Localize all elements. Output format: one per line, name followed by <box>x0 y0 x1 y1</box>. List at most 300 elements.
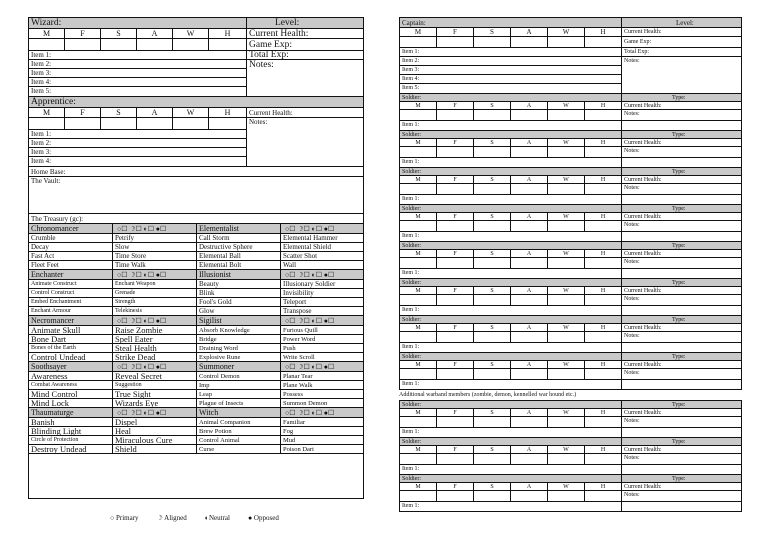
stat-label: A <box>511 139 548 146</box>
stat-label: H <box>600 410 606 416</box>
school-alignment-checkboxes[interactable]: ○☐ ☽☐ ◐☐ ●☐ <box>113 270 197 279</box>
stat-label: W <box>548 139 585 146</box>
stat-label: M <box>400 139 437 146</box>
stat-label: S <box>474 139 511 146</box>
spell-schools <box>29 224 363 454</box>
soldier-block <box>400 242 741 279</box>
soldier-title: Soldier: <box>400 168 622 175</box>
school-header-row <box>29 362 363 372</box>
stat-move: M <box>29 108 65 117</box>
spell-name[interactable]: Teleport <box>283 298 307 306</box>
stat-label: F <box>437 139 474 146</box>
spell-name[interactable]: Familiar <box>283 419 306 426</box>
stat-label: A <box>511 213 548 220</box>
spell-name[interactable]: Time Store <box>113 252 197 260</box>
school-name: Enchanter <box>29 270 113 279</box>
soldier-notes[interactable]: Notes: <box>624 148 640 154</box>
spell-name[interactable]: Bridge <box>197 335 281 343</box>
spell-name[interactable]: Slow <box>113 243 197 251</box>
spell-name[interactable]: Enchant Weapon <box>113 280 197 288</box>
stat-label: H <box>600 251 606 257</box>
spell-name[interactable]: Control Animal <box>197 436 281 444</box>
captain-item-4[interactable]: Item 4: <box>400 75 621 84</box>
spell-name[interactable]: Bones of the Earth <box>29 344 113 352</box>
spell-name[interactable]: Enchant Armour <box>29 307 113 315</box>
stat-label: H <box>600 288 606 294</box>
stat-label: S <box>474 361 511 368</box>
spell-name[interactable]: Animate Construct <box>29 280 113 288</box>
soldier-current-health[interactable]: Current Health: <box>624 325 662 331</box>
spell-name[interactable]: Fleet Feet <box>29 261 113 269</box>
wizard-stats-block <box>29 29 363 97</box>
wizard-level-label: Level: <box>275 18 300 28</box>
stat-label: H <box>600 177 606 183</box>
soldier-notes[interactable]: Notes: <box>624 259 640 265</box>
apprentice-stat-values[interactable] <box>29 118 246 130</box>
wizard-total-exp[interactable]: Total Exp: <box>249 51 289 59</box>
soldier-notes[interactable]: Notes: <box>624 492 640 498</box>
spell-name[interactable]: Control Undead <box>29 353 113 361</box>
captain-item-3[interactable]: Item 3: <box>400 66 621 75</box>
stat-label: A <box>511 446 548 453</box>
soldier-type-label: Type: <box>672 132 686 138</box>
soldier-title: Soldier: <box>400 316 622 323</box>
soldier-item[interactable]: Item 1: <box>400 343 622 352</box>
stat-will: W <box>173 29 209 38</box>
spell-name[interactable]: Furious Quill <box>283 327 318 334</box>
spell-name[interactable]: Absorb Knowledge <box>197 326 281 334</box>
spell-row <box>29 280 363 289</box>
apprentice-item-4[interactable]: Item 4: <box>31 157 52 165</box>
soldier-title: Soldier: <box>400 353 622 360</box>
soldier-type-label: Type: <box>672 402 686 408</box>
stat-armour: A <box>137 108 173 117</box>
wizard-stat-values[interactable] <box>29 39 246 51</box>
captain-title: Captain: <box>400 18 622 27</box>
spell-name[interactable]: Elemental Hammer <box>283 234 338 242</box>
soldier-stat-values[interactable] <box>400 147 621 157</box>
school-name: Necromancer <box>29 316 113 325</box>
wizard-game-exp[interactable]: Game Exp: <box>249 40 293 50</box>
soldier-list <box>400 94 741 389</box>
stat-label: M <box>400 361 437 368</box>
stat-label: H <box>600 484 606 490</box>
soldier-item[interactable]: Item 1: <box>400 121 622 130</box>
soldier-current-health[interactable]: Current Health: <box>624 140 662 146</box>
soldier-title: Soldier: <box>400 475 622 482</box>
school-name: Elementalist <box>197 224 281 233</box>
soldier-item[interactable]: Item 1: <box>400 502 622 511</box>
school-alignment-checkboxes[interactable]: ○☐ ☽☐ ◐☐ ●☐ <box>285 225 335 233</box>
soldier-stat-values[interactable] <box>400 295 621 305</box>
treasury-field[interactable]: The Treasury (gc): <box>29 214 363 224</box>
stat-label: M <box>400 250 437 257</box>
apprentice-header <box>29 97 363 108</box>
school-alignment-checkboxes[interactable]: ○☐ ☽☐ ◐☐ ●☐ <box>113 408 197 417</box>
spell-name[interactable]: Planar Tear <box>283 373 313 380</box>
stat-move: M <box>400 28 437 36</box>
soldier-type-label: Type: <box>672 476 686 482</box>
soldier-stat-values[interactable] <box>400 221 621 231</box>
spell-name[interactable]: Poison Dart <box>283 446 314 453</box>
spell-name[interactable]: Imp <box>197 381 281 389</box>
captain-header <box>400 18 741 28</box>
apprentice-title: Apprentice: <box>31 97 76 107</box>
spell-name[interactable]: Mind Lock <box>29 399 113 407</box>
soldier-header <box>400 438 741 446</box>
captain-total-exp[interactable]: Total Exp: <box>624 49 650 55</box>
spell-name[interactable]: Elemental Bolt <box>197 261 281 269</box>
captain-item-1[interactable]: Item 1: <box>400 48 621 57</box>
spell-name[interactable]: Draining Word <box>197 344 281 352</box>
stat-label: M <box>400 446 437 453</box>
stat-label: W <box>548 324 585 331</box>
spell-name[interactable]: Spell Eater <box>113 335 197 343</box>
spell-name[interactable]: Embed Enchantment <box>29 298 113 306</box>
spell-row <box>29 344 363 353</box>
soldier-current-health[interactable]: Current Health: <box>624 410 662 416</box>
soldier-notes[interactable]: Notes: <box>624 185 640 191</box>
stat-label: F <box>437 250 474 257</box>
spell-name[interactable]: Elemental Shield <box>283 243 332 251</box>
soldier-type-label: Type: <box>672 280 686 286</box>
soldier-stat-values[interactable] <box>400 258 621 268</box>
spell-name[interactable]: Mud <box>283 437 296 444</box>
stat-label: S <box>474 213 511 220</box>
stat-fight: F <box>65 29 101 38</box>
soldier-current-health[interactable]: Current Health: <box>624 362 662 368</box>
soldier-title: Soldier: <box>400 438 622 445</box>
stat-shoot: S <box>474 28 511 36</box>
stat-label: F <box>437 324 474 331</box>
soldier-item[interactable]: Item 1: <box>400 306 622 315</box>
soldier-header <box>400 168 741 176</box>
alignment-legend <box>110 514 310 522</box>
spell-name[interactable]: Shield <box>113 445 197 453</box>
stat-label: F <box>437 446 474 453</box>
soldier-notes[interactable]: Notes: <box>624 333 640 339</box>
school-alignment-checkboxes[interactable]: ○☐ ☽☐ ◐☐ ●☐ <box>285 409 335 417</box>
stat-label: A <box>511 250 548 257</box>
captain-stat-values[interactable] <box>400 37 621 48</box>
home-base-field[interactable]: Home Base: <box>29 167 363 177</box>
spell-name[interactable]: Call Storm <box>197 234 281 242</box>
spell-name[interactable]: Fool's Gold <box>197 298 281 306</box>
soldier-item[interactable]: Item 1: <box>400 232 622 241</box>
spell-name[interactable]: Write Scroll <box>283 354 315 361</box>
soldier-current-health[interactable]: Current Health: <box>624 484 662 490</box>
wizard-notes[interactable]: Notes: <box>249 60 274 70</box>
spell-name[interactable]: Plague of Insects <box>197 399 281 407</box>
soldier-title: Soldier: <box>400 401 622 408</box>
stat-label: A <box>511 287 548 294</box>
spell-row <box>29 390 363 399</box>
soldier-current-health[interactable]: Current Health: <box>624 103 662 109</box>
soldier-stat-values[interactable] <box>400 332 621 342</box>
spell-name[interactable]: Blinding Light <box>29 427 113 435</box>
wizard-header <box>29 18 363 29</box>
vault-field[interactable]: The Vault: <box>29 177 363 214</box>
soldier-notes[interactable]: Notes: <box>624 370 640 376</box>
stat-armour: A <box>137 29 173 38</box>
soldier-stat-values[interactable] <box>400 454 621 464</box>
school-alignment-checkboxes[interactable]: ○☐ ☽☐ ◐☐ ●☐ <box>285 363 335 371</box>
spell-name[interactable]: Blink <box>197 289 281 297</box>
stat-label: S <box>474 287 511 294</box>
stat-label: W <box>548 250 585 257</box>
stat-will: W <box>173 108 209 117</box>
soldier-header <box>400 475 741 483</box>
soldier-current-health[interactable]: Current Health: <box>624 251 662 257</box>
captain-item-5[interactable]: Item 5: <box>402 85 420 91</box>
spell-name[interactable]: Beauty <box>197 280 281 288</box>
stat-label: W <box>548 446 585 453</box>
stat-label: F <box>437 409 474 416</box>
spell-name[interactable]: Strength <box>113 298 197 306</box>
school-name: Chronomancer <box>29 224 113 233</box>
stat-label: W <box>548 213 585 220</box>
soldier-current-health[interactable]: Current Health: <box>624 177 662 183</box>
spell-name[interactable]: Summon Demon <box>283 400 328 407</box>
spell-name[interactable]: Heal <box>113 427 197 435</box>
spell-name[interactable]: Time Walk <box>113 261 197 269</box>
spell-row <box>29 326 363 335</box>
soldier-stat-values[interactable] <box>400 369 621 379</box>
spell-name[interactable]: Wall <box>283 261 297 269</box>
spell-name[interactable]: Illusionary Soldier <box>283 280 336 288</box>
stat-label: S <box>474 176 511 183</box>
wizard-item-2[interactable]: Item 2: <box>29 60 246 69</box>
soldier-block <box>400 131 741 168</box>
spell-name[interactable]: Crumble <box>29 234 113 242</box>
stat-health: H <box>224 29 231 38</box>
spell-row <box>29 289 363 298</box>
stat-label: A <box>511 409 548 416</box>
captain-game-exp[interactable]: Game Exp: <box>624 39 652 45</box>
wizard-item-5[interactable]: Item 5: <box>31 87 52 95</box>
soldier-stat-values[interactable] <box>400 491 621 501</box>
soldier-block <box>400 475 741 511</box>
soldier-current-health[interactable]: Current Health: <box>624 447 662 453</box>
soldier-type-label: Type: <box>672 243 686 249</box>
spell-name[interactable]: Possess <box>283 391 303 398</box>
spell-row <box>29 445 363 454</box>
spell-name[interactable]: Control Demon <box>197 372 281 380</box>
soldier-header <box>400 316 741 324</box>
school-header-row <box>29 408 363 418</box>
school-alignment-checkboxes[interactable]: ○☐ ☽☐ ◐☐ ●☐ <box>113 224 197 233</box>
spell-row <box>29 243 363 252</box>
stat-label: H <box>600 140 606 146</box>
stat-label: W <box>548 409 585 416</box>
school-header-row <box>29 316 363 326</box>
soldier-item[interactable]: Item 1: <box>400 428 622 437</box>
soldier-stat-values[interactable] <box>400 184 621 194</box>
wizard-current-health[interactable]: Current Health: <box>249 29 309 38</box>
spell-name[interactable]: Control Construct <box>29 289 113 297</box>
captain-sheet <box>399 17 742 509</box>
stat-will: W <box>548 28 585 36</box>
legend-aligned: ☽ Aligned <box>156 514 187 522</box>
soldier-item[interactable]: Item 1: <box>400 465 622 474</box>
stat-label: S <box>474 446 511 453</box>
soldier-type-label: Type: <box>672 354 686 360</box>
spell-name[interactable]: Dispel <box>113 418 197 426</box>
stat-label: M <box>400 102 437 109</box>
wizard-item-4[interactable]: Item 4: <box>29 78 246 87</box>
spell-name[interactable]: Wizards Eye <box>113 399 197 407</box>
stat-label: F <box>437 287 474 294</box>
stat-label: H <box>600 447 606 453</box>
stat-label: S <box>474 409 511 416</box>
stat-label: A <box>511 483 548 490</box>
additional-members-note: Additional warband members (zombie, demon, kennelled war hound etc.) <box>399 392 577 398</box>
spell-row <box>29 372 363 381</box>
stat-fight: F <box>437 28 474 36</box>
spell-name[interactable]: Fast Act <box>29 252 113 260</box>
spell-name[interactable]: Mind Control <box>29 390 113 398</box>
spell-name[interactable]: Miraculous Cure <box>113 436 197 444</box>
spell-name[interactable]: Combat Awareness <box>29 381 113 389</box>
spell-name[interactable]: Glow <box>197 307 281 315</box>
spell-name[interactable]: Scatter Shot <box>283 252 318 260</box>
spell-name[interactable]: Explosive Rune <box>197 353 281 361</box>
soldier-header <box>400 94 741 102</box>
wizard-stat-headers <box>29 29 246 39</box>
soldier-notes[interactable]: Notes: <box>624 296 640 302</box>
spell-name[interactable]: Suggestion <box>113 381 197 389</box>
stat-label: A <box>511 176 548 183</box>
soldier-item[interactable]: Item 1: <box>400 158 622 167</box>
wizard-item-1[interactable]: Item 1: <box>29 51 246 60</box>
spell-name[interactable]: Raise Zombie <box>113 326 197 334</box>
apprentice-item-3[interactable]: Item 3: <box>29 148 246 157</box>
soldier-item[interactable]: Item 1: <box>400 269 622 278</box>
spell-name[interactable]: Destroy Undead <box>29 445 113 453</box>
captain-notes[interactable]: Notes: <box>624 58 640 64</box>
spell-name[interactable]: Strike Dead <box>113 353 197 361</box>
captain-item-2[interactable]: Item 2: <box>400 57 621 66</box>
spell-name[interactable]: Power Word <box>283 336 316 343</box>
spell-name[interactable]: Decay <box>29 243 113 251</box>
spell-name[interactable]: Steal Health <box>113 344 197 352</box>
spell-name[interactable]: Leap <box>197 390 281 398</box>
soldier-title: Soldier: <box>400 131 622 138</box>
stat-label: H <box>600 214 606 220</box>
spell-name[interactable]: Fog <box>283 428 294 435</box>
captain-current-health[interactable]: Current Health: <box>624 29 662 35</box>
spell-name[interactable]: Petrify <box>113 234 197 242</box>
soldier-block <box>400 401 741 438</box>
spell-name[interactable]: Grenade <box>113 289 197 297</box>
stat-health: H <box>600 28 606 36</box>
soldier-header <box>400 131 741 139</box>
soldier-item[interactable]: Item 1: <box>400 380 622 389</box>
spell-name[interactable]: Animal Companion <box>197 418 281 426</box>
spell-name[interactable]: Transpose <box>283 307 312 315</box>
school-alignment-checkboxes[interactable]: ○☐ ☽☐ ◐☐ ●☐ <box>285 271 335 279</box>
stat-label: F <box>437 361 474 368</box>
spell-name[interactable]: Animate Skull <box>29 326 113 334</box>
stat-label: S <box>474 324 511 331</box>
soldier-current-health[interactable]: Current Health: <box>624 214 662 220</box>
soldier-header <box>400 242 741 250</box>
stat-label: W <box>548 287 585 294</box>
soldier-notes[interactable]: Notes: <box>624 111 640 117</box>
school-header-row <box>29 224 363 234</box>
captain-level-label: Level: <box>676 19 694 27</box>
stat-label: M <box>400 324 437 331</box>
spell-name[interactable]: Destructive Sphere <box>197 243 281 251</box>
stat-label: H <box>600 325 606 331</box>
spell-row <box>29 427 363 436</box>
apprentice-item-2[interactable]: Item 2: <box>29 139 246 148</box>
wizard-item-3[interactable]: Item 3: <box>29 69 246 78</box>
spell-name[interactable]: Plane Walk <box>283 382 313 389</box>
stat-shoot: S <box>101 29 137 38</box>
school-name: Soothsayer <box>29 362 113 371</box>
stat-label: F <box>437 213 474 220</box>
school-alignment-checkboxes[interactable]: ○☐ ☽☐ ◐☐ ●☐ <box>113 362 197 371</box>
soldier-stat-values[interactable] <box>400 110 621 120</box>
soldier-type-label: Type: <box>672 317 686 323</box>
apprentice-item-1[interactable]: Item 1: <box>29 130 246 139</box>
soldier-notes[interactable]: Notes: <box>624 222 640 228</box>
stat-health: H <box>224 108 231 117</box>
soldier-title: Soldier: <box>400 205 622 212</box>
apprentice-current-health[interactable]: Current Health: <box>249 109 293 117</box>
spell-name[interactable]: Invisibility <box>283 289 314 297</box>
spell-name[interactable]: Bone Dart <box>29 335 113 343</box>
spell-name[interactable]: Elemental Ball <box>197 252 281 260</box>
soldier-notes[interactable]: Notes: <box>624 418 640 424</box>
stat-label: S <box>474 250 511 257</box>
school-alignment-checkboxes[interactable]: ○☐ ☽☐ ◐☐ ●☐ <box>113 316 197 325</box>
stat-label: A <box>511 361 548 368</box>
stat-armour: A <box>511 28 548 36</box>
stat-label: M <box>400 287 437 294</box>
soldier-notes[interactable]: Notes: <box>624 455 640 461</box>
wizard-title: Wizard: <box>29 18 247 28</box>
soldier-current-health[interactable]: Current Health: <box>624 288 662 294</box>
captain-stats-block <box>400 28 741 94</box>
stat-label: W <box>548 361 585 368</box>
spell-name[interactable]: Telekinesis <box>113 307 197 315</box>
soldier-block <box>400 279 741 316</box>
spell-name[interactable]: Reveal Secret <box>113 372 197 380</box>
soldier-type-label: Type: <box>672 169 686 175</box>
school-alignment-checkboxes[interactable]: ○☐ ☽☐ ◐☐ ●☐ <box>285 317 335 325</box>
soldier-type-label: Type: <box>672 439 686 445</box>
spell-name[interactable]: Awareness <box>29 372 113 380</box>
spell-name[interactable]: Push <box>283 345 296 352</box>
stat-label: F <box>437 483 474 490</box>
legend-primary: ○ Primary <box>110 514 139 522</box>
soldier-stat-values[interactable] <box>400 417 621 427</box>
spell-name[interactable]: True Sight <box>113 390 197 398</box>
spell-name[interactable]: Banish <box>29 418 113 426</box>
apprentice-notes[interactable]: Notes: <box>249 118 268 126</box>
soldier-item[interactable]: Item 1: <box>400 195 622 204</box>
spell-row <box>29 399 363 408</box>
spell-name[interactable]: Circle of Protection <box>29 436 113 444</box>
spell-name[interactable]: Curse <box>197 445 281 453</box>
soldier-block <box>400 168 741 205</box>
spell-row <box>29 353 363 362</box>
spell-name[interactable]: Brew Potion <box>197 427 281 435</box>
stat-label: S <box>474 102 511 109</box>
soldier-header <box>400 401 741 409</box>
